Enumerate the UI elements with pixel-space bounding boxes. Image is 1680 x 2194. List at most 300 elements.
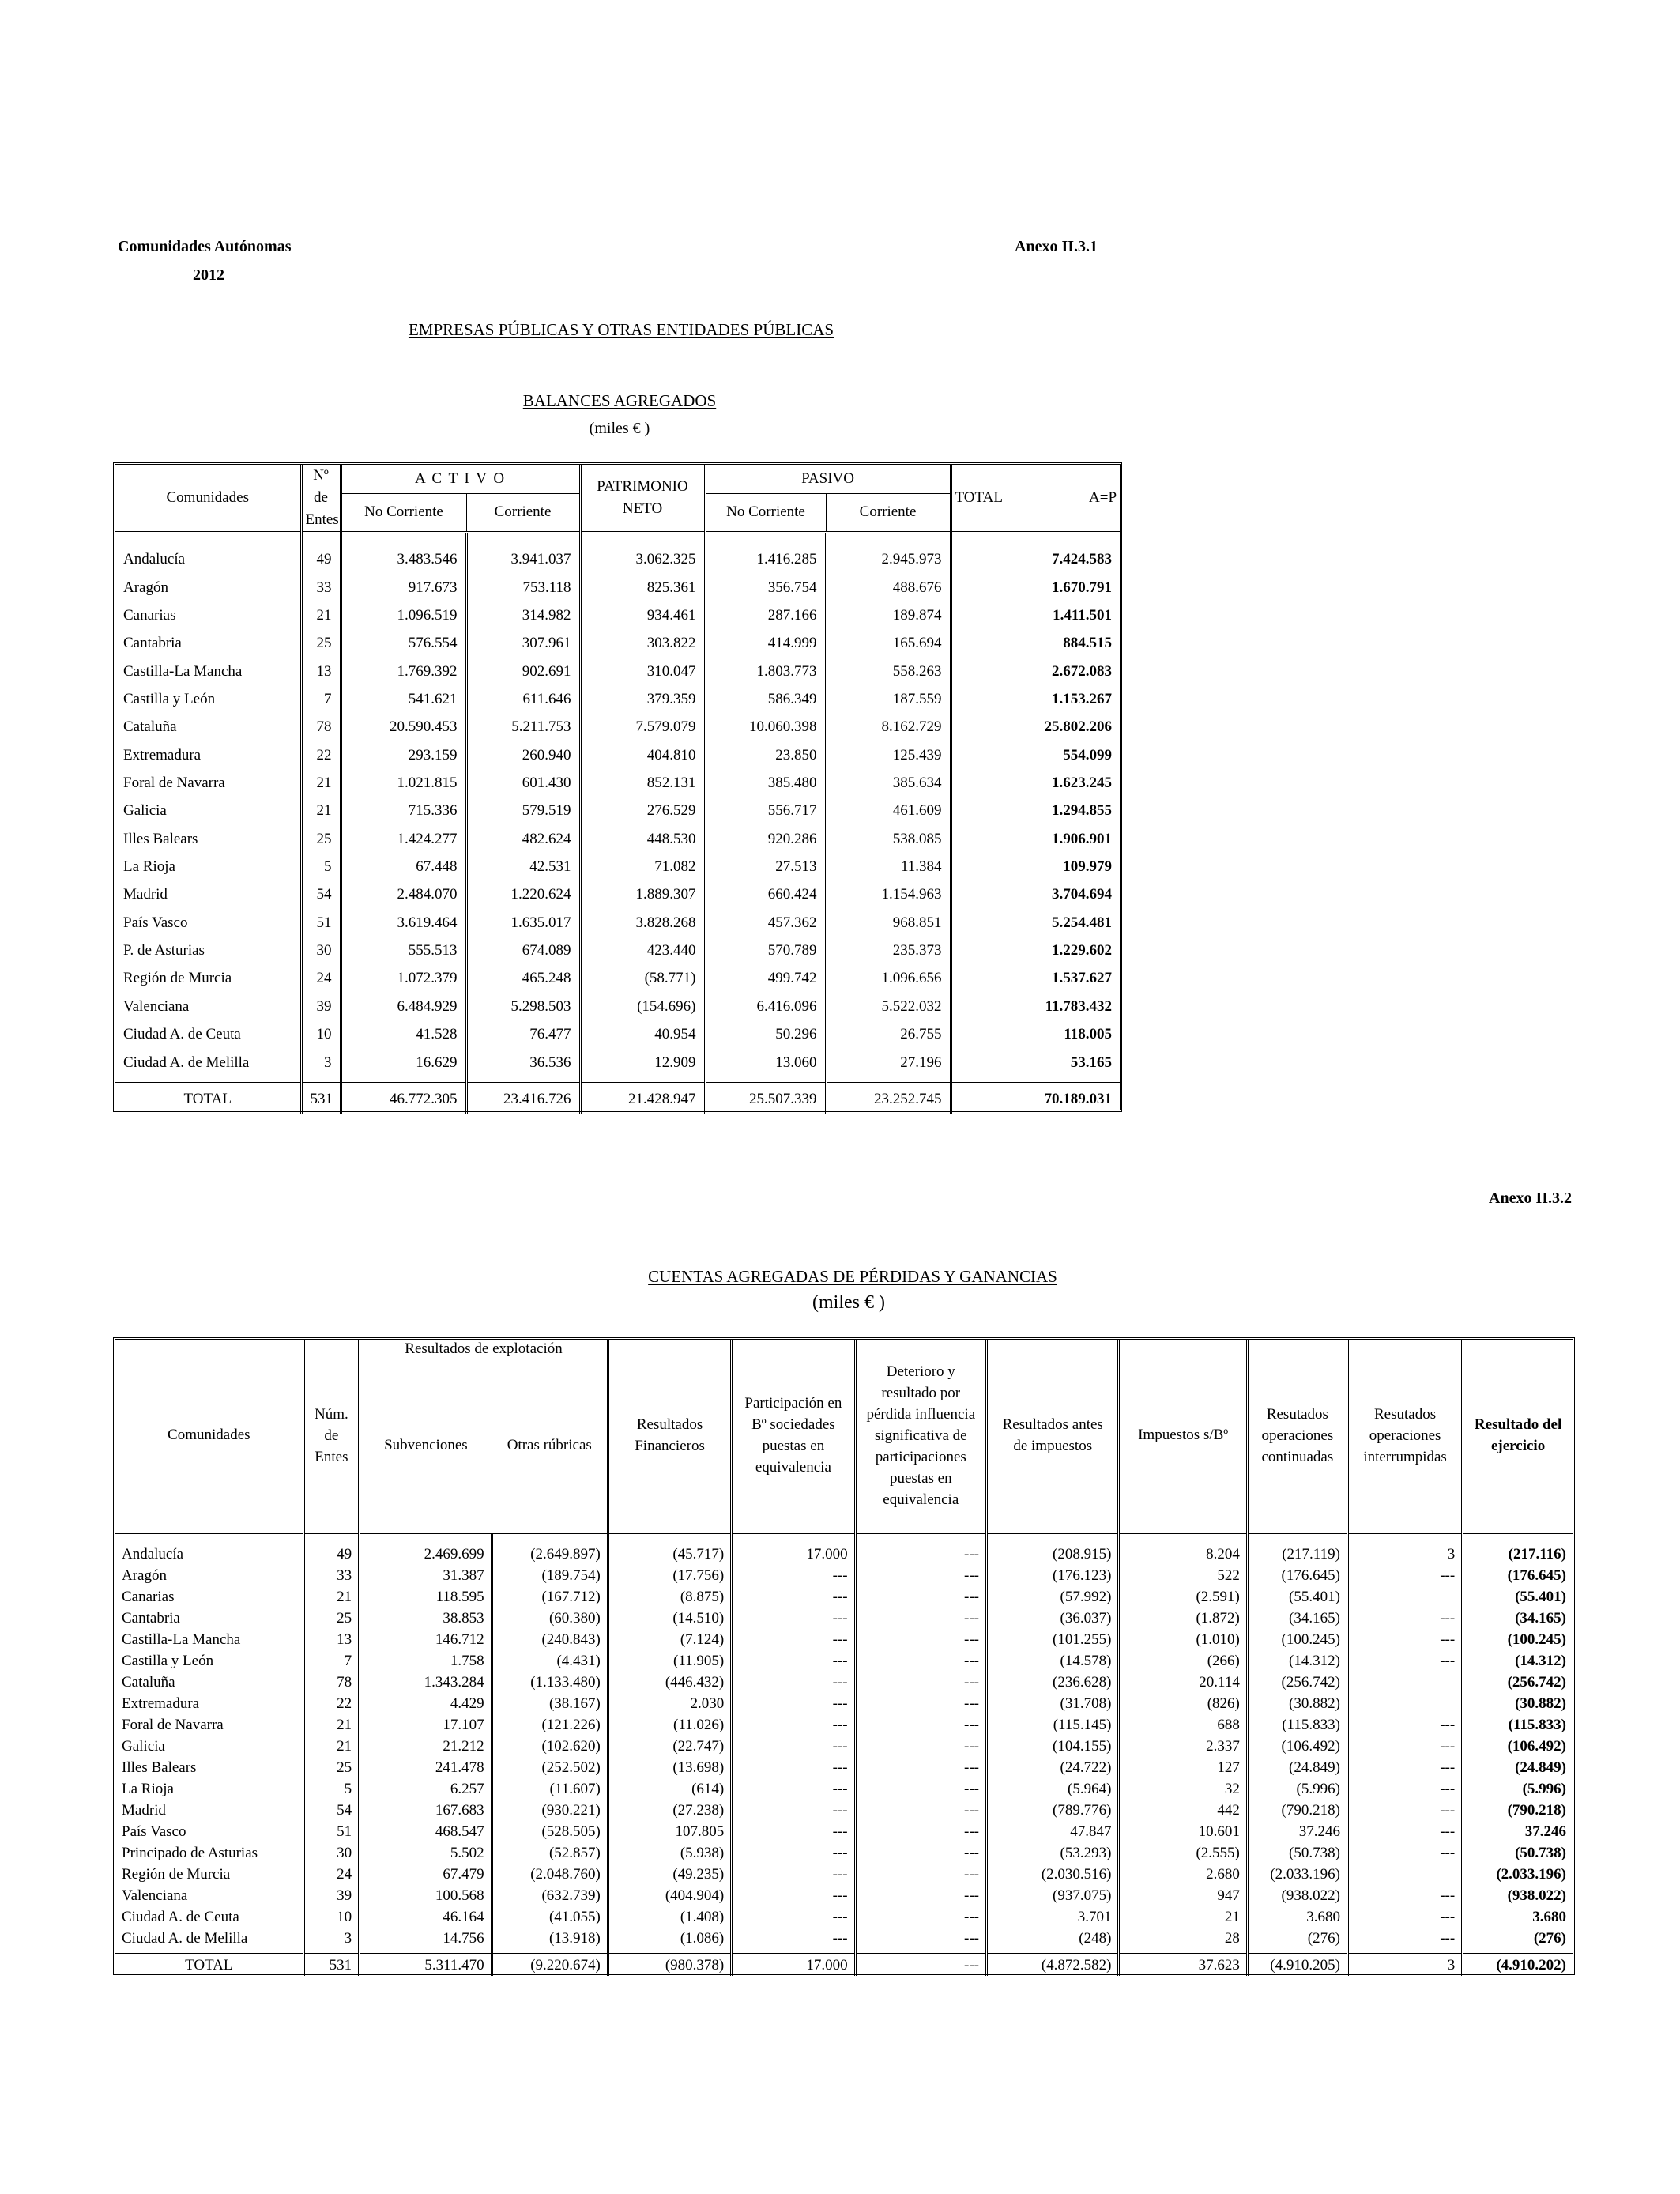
cell-total: 1.411.501 <box>951 601 1120 629</box>
cell-antes-impuestos: (248) <box>987 1928 1119 1949</box>
balance-title: BALANCES AGREGADOS <box>522 391 717 410</box>
cell-pasivo-corriente: 558.263 <box>826 658 951 685</box>
spacer-cell <box>705 1076 826 1084</box>
cell-activo-corriente: 36.536 <box>466 1049 580 1076</box>
cell-participacion: --- <box>732 1672 855 1693</box>
cell-financieros: (446.432) <box>608 1672 731 1693</box>
cell-impuestos: 21 <box>1119 1906 1247 1928</box>
cell-entes: 3 <box>301 1049 341 1076</box>
cell-entes: 54 <box>301 881 341 909</box>
cell-ejercicio: (5.996) <box>1463 1778 1573 1800</box>
cell-pasivo-corriente: 538.085 <box>826 825 951 853</box>
cell-pasivo-no-corriente: 356.754 <box>705 574 826 601</box>
cell-entes: 33 <box>303 1565 360 1586</box>
cell-ejercicio: (100.245) <box>1463 1629 1573 1650</box>
cell-total: 7.424.583 <box>951 546 1120 574</box>
cell-total: 11.783.432 <box>951 993 1120 1020</box>
cell-comunidad: P. de Asturias <box>123 942 205 959</box>
pyg-title: CUENTAS AGREGADAS DE PÉRDIDAS Y GANANCIAS <box>648 1267 1057 1286</box>
table-row <box>115 769 1120 797</box>
cell-pasivo-corriente: 461.609 <box>826 797 951 825</box>
table-row <box>115 1928 1573 1949</box>
cell-pasivo-no-corriente: 13.060 <box>705 1049 826 1076</box>
cell-comunidad: Cantabria <box>123 635 182 652</box>
cell-participacion: --- <box>732 1608 855 1629</box>
cell-comunidad: Andalucía <box>123 551 186 568</box>
cell-impuestos: 2.337 <box>1119 1736 1247 1757</box>
cell-comunidad: Aragón <box>122 1567 167 1584</box>
cell-subvenciones: 21.212 <box>360 1736 492 1757</box>
table-row <box>115 965 1120 993</box>
cell-activo-corriente: 314.982 <box>466 601 580 629</box>
cell-ejercicio: (276) <box>1463 1928 1573 1949</box>
table-row <box>115 909 1120 937</box>
cell-comunidad: Madrid <box>123 886 168 903</box>
cell-activo-corriente: 902.691 <box>466 658 580 685</box>
col-header-activo: A C T I V O <box>341 465 580 493</box>
cell-entes: 7 <box>301 685 341 713</box>
col2-header-continuadas: Resutados operaciones continuadas <box>1247 1340 1347 1532</box>
cell-comunidad: Andalucía <box>122 1546 184 1563</box>
cell-financieros: (27.238) <box>608 1800 731 1821</box>
cell-total: 25.802.206 <box>951 714 1120 741</box>
cell-pasivo-no-corriente: 1.803.773 <box>705 658 826 685</box>
cell-financieros: (5.938) <box>608 1842 731 1864</box>
cell-impuestos: 442 <box>1119 1800 1247 1821</box>
col-header-pasivo-corriente: Corriente <box>826 493 951 532</box>
cell-comunidad: Castilla-La Mancha <box>123 662 243 680</box>
col-header-total <box>951 465 1120 533</box>
table-row <box>115 630 1120 658</box>
cell-activo-corriente: 42.531 <box>466 853 580 880</box>
cell-subvenciones: 38.853 <box>360 1608 492 1629</box>
cell-participacion: --- <box>732 1650 855 1672</box>
cell-otras: (189.754) <box>492 1565 608 1586</box>
total-cell-continuadas: (4.910.205) <box>1247 1954 1347 1976</box>
cell-participacion: --- <box>732 1842 855 1864</box>
cell-entes: 3 <box>303 1928 360 1949</box>
cell-activo-corriente: 3.941.037 <box>466 546 580 574</box>
spacer-cell <box>115 1076 301 1084</box>
cell-impuestos: (826) <box>1119 1693 1247 1714</box>
spacer-cell <box>115 1532 303 1544</box>
cell-continuadas: (938.022) <box>1247 1885 1347 1906</box>
cell-deterioro: --- <box>855 1693 986 1714</box>
cell-participacion: --- <box>732 1864 855 1885</box>
cell-activo-no-corriente: 917.673 <box>341 574 466 601</box>
table-row <box>115 1800 1573 1821</box>
cell-financieros: 107.805 <box>608 1821 731 1842</box>
table-row <box>115 881 1120 909</box>
pyg-units: (miles € ) <box>812 1292 885 1313</box>
cell-participacion: --- <box>732 1778 855 1800</box>
cell-pasivo-corriente: 11.384 <box>826 853 951 880</box>
cell-financieros: (404.904) <box>608 1885 731 1906</box>
cell-ejercicio: (176.645) <box>1463 1565 1573 1586</box>
cell-deterioro: --- <box>855 1736 986 1757</box>
cell-activo-no-corriente: 1.424.277 <box>341 825 466 853</box>
cell-pasivo-no-corriente: 920.286 <box>705 825 826 853</box>
cell-antes-impuestos: (24.722) <box>987 1757 1119 1778</box>
cell-patrimonio: (154.696) <box>580 993 705 1020</box>
col-header-entes: Nº de Entes <box>301 465 341 533</box>
cell-deterioro: --- <box>855 1714 986 1736</box>
cell-ejercicio: (14.312) <box>1463 1650 1573 1672</box>
table-row <box>115 825 1120 853</box>
cell-impuestos: (1.010) <box>1119 1629 1247 1650</box>
cell-interrumpidas: --- <box>1347 1629 1462 1650</box>
cell-participacion: --- <box>732 1906 855 1928</box>
cell-financieros: (49.235) <box>608 1864 731 1885</box>
cell-activo-no-corriente: 16.629 <box>341 1049 466 1076</box>
table-row <box>115 1672 1573 1693</box>
cell-continuadas: (5.996) <box>1247 1778 1347 1800</box>
spacer-cell <box>580 533 705 546</box>
table-row <box>115 1821 1573 1842</box>
region-label: Comunidades Autónomas <box>118 238 292 255</box>
cell-interrumpidas: --- <box>1347 1736 1462 1757</box>
table-row <box>115 853 1120 880</box>
cell-antes-impuestos: (31.708) <box>987 1693 1119 1714</box>
total-cell-comunidad: TOTAL <box>115 1084 301 1114</box>
cell-entes: 21 <box>301 601 341 629</box>
cell-deterioro: --- <box>855 1544 986 1565</box>
cell-entes: 51 <box>303 1821 360 1842</box>
cell-otras: (240.843) <box>492 1629 608 1650</box>
cell-entes: 13 <box>301 658 341 685</box>
cell-comunidad: Región de Murcia <box>123 970 232 987</box>
spacer-cell <box>826 1076 951 1084</box>
cell-total: 884.515 <box>951 630 1120 658</box>
cell-antes-impuestos: (115.145) <box>987 1714 1119 1736</box>
cell-participacion: 17.000 <box>732 1544 855 1565</box>
cell-pasivo-corriente: 165.694 <box>826 630 951 658</box>
spacer-cell <box>855 1532 986 1544</box>
annex-label-2: Anexo II.3.2 <box>1489 1189 1573 1207</box>
cell-activo-no-corriente: 555.513 <box>341 937 466 964</box>
cell-patrimonio: 423.440 <box>580 937 705 964</box>
total-cell-deterioro: --- <box>855 1954 986 1976</box>
cell-interrumpidas: --- <box>1347 1650 1462 1672</box>
cell-antes-impuestos: (36.037) <box>987 1608 1119 1629</box>
cell-ejercicio: (790.218) <box>1463 1800 1573 1821</box>
cell-patrimonio: 379.359 <box>580 685 705 713</box>
cell-deterioro: --- <box>855 1672 986 1693</box>
total-cell-antes-impuestos: (4.872.582) <box>987 1954 1119 1976</box>
cell-antes-impuestos: (789.776) <box>987 1800 1119 1821</box>
cell-comunidad: Ciudad A. de Ceuta <box>123 1026 241 1043</box>
col-header-activo-no-corriente: No Corriente <box>341 493 466 532</box>
cell-continuadas: (55.401) <box>1247 1586 1347 1608</box>
cell-patrimonio: 852.131 <box>580 769 705 797</box>
cell-entes: 22 <box>303 1693 360 1714</box>
total-cell-entes: 531 <box>301 1084 341 1114</box>
cell-activo-no-corriente: 3.619.464 <box>341 909 466 937</box>
cell-participacion: --- <box>732 1821 855 1842</box>
table-row <box>115 1885 1573 1906</box>
cell-continuadas: (217.119) <box>1247 1544 1347 1565</box>
cell-ejercicio: (24.849) <box>1463 1757 1573 1778</box>
cell-ejercicio: (106.492) <box>1463 1736 1573 1757</box>
balance-units: (miles € ) <box>589 420 650 437</box>
cell-continuadas: (790.218) <box>1247 1800 1347 1821</box>
cell-activo-no-corriente: 1.072.379 <box>341 965 466 993</box>
cell-comunidad: Canarias <box>122 1589 175 1605</box>
table-row <box>115 937 1120 964</box>
cell-pasivo-corriente: 125.439 <box>826 741 951 769</box>
cell-comunidad: Extremadura <box>122 1695 200 1712</box>
cell-interrumpidas: --- <box>1347 1565 1462 1586</box>
cell-comunidad: Illes Balears <box>123 830 198 847</box>
cell-financieros: 2.030 <box>608 1693 731 1714</box>
cell-deterioro: --- <box>855 1842 986 1864</box>
cell-continuadas: 3.680 <box>1247 1906 1347 1928</box>
cell-deterioro: --- <box>855 1586 986 1608</box>
cell-entes: 54 <box>303 1800 360 1821</box>
total-cell-total: 70.189.031 <box>951 1084 1120 1114</box>
cell-pasivo-corriente: 235.373 <box>826 937 951 964</box>
cell-deterioro: --- <box>855 1608 986 1629</box>
cell-impuestos: 127 <box>1119 1757 1247 1778</box>
cell-participacion: --- <box>732 1629 855 1650</box>
cell-continuadas: (2.033.196) <box>1247 1864 1347 1885</box>
cell-deterioro: --- <box>855 1928 986 1949</box>
cell-comunidad: La Rioja <box>122 1781 174 1797</box>
cell-financieros: (11.905) <box>608 1650 731 1672</box>
cell-comunidad: Foral de Navarra <box>122 1717 224 1733</box>
cell-total: 1.294.855 <box>951 797 1120 825</box>
cell-total: 2.672.083 <box>951 658 1120 685</box>
total-cell-patrimonio: 21.428.947 <box>580 1084 705 1114</box>
spacer-cell <box>341 1076 466 1084</box>
cell-interrumpidas: --- <box>1347 1842 1462 1864</box>
cell-comunidad: Extremadura <box>123 746 202 763</box>
cell-continuadas: (14.312) <box>1247 1650 1347 1672</box>
cell-impuestos: (2.555) <box>1119 1842 1247 1864</box>
cell-comunidad: Cantabria <box>122 1610 180 1627</box>
cell-entes: 49 <box>303 1544 360 1565</box>
cell-pasivo-no-corriente: 1.416.285 <box>705 546 826 574</box>
cell-comunidad: Madrid <box>122 1802 166 1819</box>
cell-interrumpidas: --- <box>1347 1714 1462 1736</box>
col2-header-ejercicio: Resultado del ejercicio <box>1463 1340 1573 1532</box>
cell-financieros: (8.875) <box>608 1586 731 1608</box>
spacer-cell <box>1247 1532 1347 1544</box>
total-label: TOTAL <box>955 489 1003 506</box>
cell-pasivo-no-corriente: 10.060.398 <box>705 714 826 741</box>
cell-pasivo-corriente: 385.634 <box>826 769 951 797</box>
cell-activo-no-corriente: 1.096.519 <box>341 601 466 629</box>
cell-deterioro: --- <box>855 1757 986 1778</box>
cell-total: 109.979 <box>951 853 1120 880</box>
cell-comunidad: Cataluña <box>123 718 177 736</box>
cell-patrimonio: 12.909 <box>580 1049 705 1076</box>
cell-continuadas: (256.742) <box>1247 1672 1347 1693</box>
cell-activo-no-corriente: 67.448 <box>341 853 466 880</box>
cell-activo-corriente: 611.646 <box>466 685 580 713</box>
cell-entes: 78 <box>303 1672 360 1693</box>
spacer-row <box>115 533 1120 546</box>
total-cell-financieros: (980.378) <box>608 1954 731 1976</box>
cell-comunidad: Canarias <box>123 607 176 624</box>
cell-continuadas: (30.882) <box>1247 1693 1347 1714</box>
cell-comunidad: Galicia <box>122 1738 165 1755</box>
cell-activo-corriente: 76.477 <box>466 1020 580 1048</box>
spacer-cell <box>987 1532 1119 1544</box>
cell-interrumpidas: --- <box>1347 1885 1462 1906</box>
table-row <box>115 1650 1573 1672</box>
cell-patrimonio: 934.461 <box>580 601 705 629</box>
cell-impuestos: 32 <box>1119 1778 1247 1800</box>
cell-activo-corriente: 601.430 <box>466 769 580 797</box>
cell-ejercicio: (256.742) <box>1463 1672 1573 1693</box>
cell-pasivo-no-corriente: 499.742 <box>705 965 826 993</box>
cell-pasivo-no-corriente: 660.424 <box>705 881 826 909</box>
spacer-cell <box>580 1076 705 1084</box>
cell-subvenciones: 31.387 <box>360 1565 492 1586</box>
cell-ejercicio: (55.401) <box>1463 1586 1573 1608</box>
spacer-cell <box>826 533 951 546</box>
total-cell-activo-corriente: 23.416.726 <box>466 1084 580 1114</box>
cell-subvenciones: 4.429 <box>360 1693 492 1714</box>
cell-impuestos: (1.872) <box>1119 1608 1247 1629</box>
cell-entes: 49 <box>301 546 341 574</box>
cell-ejercicio: (115.833) <box>1463 1714 1573 1736</box>
cell-activo-corriente: 5.298.503 <box>466 993 580 1020</box>
cell-participacion: --- <box>732 1714 855 1736</box>
cell-patrimonio: 71.082 <box>580 853 705 880</box>
cell-pasivo-corriente: 968.851 <box>826 909 951 937</box>
year-label: 2012 <box>193 266 224 284</box>
cell-antes-impuestos: (5.964) <box>987 1778 1119 1800</box>
cell-pasivo-corriente: 26.755 <box>826 1020 951 1048</box>
cell-pasivo-corriente: 5.522.032 <box>826 993 951 1020</box>
table-row <box>115 741 1120 769</box>
col-header-comunidades: Comunidades <box>166 489 249 506</box>
cell-total: 1.229.602 <box>951 937 1120 964</box>
spacer-cell <box>301 1076 341 1084</box>
cell-entes: 10 <box>303 1906 360 1928</box>
cell-activo-corriente: 674.089 <box>466 937 580 964</box>
cell-financieros: (14.510) <box>608 1608 731 1629</box>
cell-interrumpidas: --- <box>1347 1928 1462 1949</box>
col2-header-comunidades: Comunidades <box>168 1427 250 1444</box>
col2-header-subvenciones: Subvenciones <box>360 1359 492 1532</box>
cell-activo-no-corriente: 20.590.453 <box>341 714 466 741</box>
cell-total: 1.670.791 <box>951 574 1120 601</box>
cell-total: 554.099 <box>951 741 1120 769</box>
table-row <box>115 601 1120 629</box>
cell-comunidad: Foral de Navarra <box>123 775 225 792</box>
total-cell-participacion: 17.000 <box>732 1954 855 1976</box>
cell-comunidad: Illes Balears <box>122 1759 197 1776</box>
cell-deterioro: --- <box>855 1629 986 1650</box>
cell-activo-corriente: 579.519 <box>466 797 580 825</box>
cell-comunidad: Galicia <box>123 802 167 820</box>
cell-otras: (930.221) <box>492 1800 608 1821</box>
cell-otras: (167.712) <box>492 1586 608 1608</box>
cell-otras: (13.918) <box>492 1928 608 1949</box>
total-cell-entes: 531 <box>303 1954 360 1976</box>
cell-pasivo-corriente: 189.874 <box>826 601 951 629</box>
cell-entes: 78 <box>301 714 341 741</box>
cell-pasivo-no-corriente: 556.717 <box>705 797 826 825</box>
cell-interrumpidas: --- <box>1347 1906 1462 1928</box>
table-row <box>115 1565 1573 1586</box>
cell-pasivo-no-corriente: 27.513 <box>705 853 826 880</box>
spacer-row <box>115 1532 1573 1544</box>
table-row <box>115 1906 1573 1928</box>
cell-impuestos: 20.114 <box>1119 1672 1247 1693</box>
spacer-row <box>115 1076 1120 1084</box>
cell-impuestos: (2.591) <box>1119 1586 1247 1608</box>
total-cell-comunidad: TOTAL <box>115 1954 303 1976</box>
cell-pasivo-corriente: 1.154.963 <box>826 881 951 909</box>
cell-pasivo-no-corriente: 414.999 <box>705 630 826 658</box>
cell-patrimonio: 303.822 <box>580 630 705 658</box>
cell-participacion: --- <box>732 1736 855 1757</box>
cell-activo-corriente: 307.961 <box>466 630 580 658</box>
cell-entes: 25 <box>303 1608 360 1629</box>
cell-continuadas: (106.492) <box>1247 1736 1347 1757</box>
cell-ejercicio: (938.022) <box>1463 1885 1573 1906</box>
table-row <box>115 1778 1573 1800</box>
cell-subvenciones: 241.478 <box>360 1757 492 1778</box>
cell-patrimonio: 276.529 <box>580 797 705 825</box>
cell-continuadas: 37.246 <box>1247 1821 1347 1842</box>
cell-otras: (102.620) <box>492 1736 608 1757</box>
table-row <box>115 1842 1573 1864</box>
cell-antes-impuestos: 47.847 <box>987 1821 1119 1842</box>
cell-entes: 7 <box>303 1650 360 1672</box>
cell-otras: (121.226) <box>492 1714 608 1736</box>
cell-patrimonio: 448.530 <box>580 825 705 853</box>
cell-entes: 30 <box>301 937 341 964</box>
cell-antes-impuestos: (236.628) <box>987 1672 1119 1693</box>
cell-pasivo-corriente: 488.676 <box>826 574 951 601</box>
cell-activo-corriente: 1.220.624 <box>466 881 580 909</box>
cell-patrimonio: (58.771) <box>580 965 705 993</box>
cell-impuestos: 947 <box>1119 1885 1247 1906</box>
cell-subvenciones: 1.758 <box>360 1650 492 1672</box>
cell-financieros: (1.408) <box>608 1906 731 1928</box>
cell-pasivo-no-corriente: 385.480 <box>705 769 826 797</box>
cell-interrumpidas: --- <box>1347 1778 1462 1800</box>
cell-entes: 21 <box>303 1736 360 1757</box>
cell-pasivo-no-corriente: 6.416.096 <box>705 993 826 1020</box>
balance-table <box>113 462 1122 1112</box>
cell-activo-corriente: 465.248 <box>466 965 580 993</box>
cell-entes: 22 <box>301 741 341 769</box>
cell-activo-corriente: 753.118 <box>466 574 580 601</box>
cell-patrimonio: 404.810 <box>580 741 705 769</box>
cell-entes: 10 <box>301 1020 341 1048</box>
cell-continuadas: (24.849) <box>1247 1757 1347 1778</box>
cell-antes-impuestos: (14.578) <box>987 1650 1119 1672</box>
cell-impuestos: 688 <box>1119 1714 1247 1736</box>
cell-otras: (41.055) <box>492 1906 608 1928</box>
annex-label-1: Anexo II.3.1 <box>1015 238 1098 255</box>
cell-subvenciones: 67.479 <box>360 1864 492 1885</box>
cell-antes-impuestos: (208.915) <box>987 1544 1119 1565</box>
cell-financieros: (614) <box>608 1778 731 1800</box>
spacer-cell <box>466 1076 580 1084</box>
cell-entes: 25 <box>301 630 341 658</box>
spacer-cell <box>951 533 1120 546</box>
cell-antes-impuestos: 3.701 <box>987 1906 1119 1928</box>
cell-participacion: --- <box>732 1565 855 1586</box>
cell-subvenciones: 118.595 <box>360 1586 492 1608</box>
